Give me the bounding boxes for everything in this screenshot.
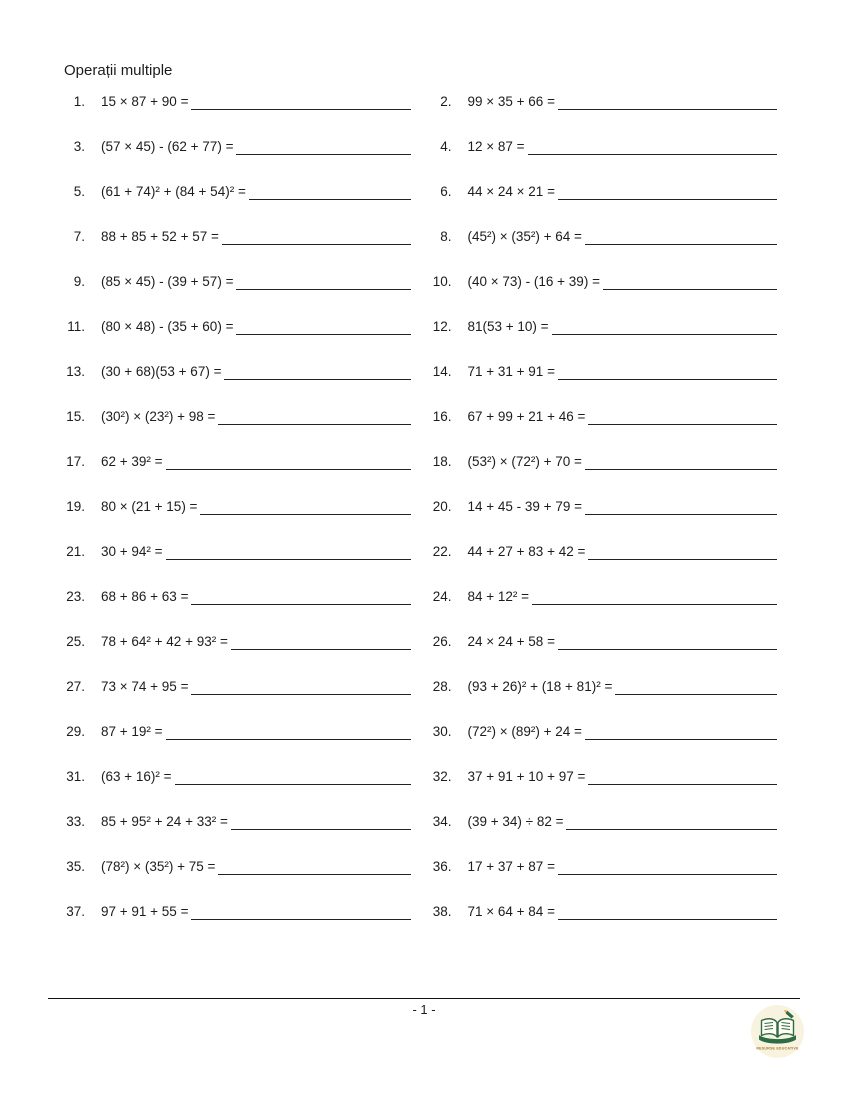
problem-expression: 44 + 27 + 83 + 42 = [467,544,586,559]
problem-number: 23. [66,589,85,604]
problem-row [425,497,778,516]
problem-number: 28. [432,679,452,694]
problem-number: 25. [66,634,85,649]
problem-row [58,857,411,876]
problem-expression: 73 × 74 + 95 = [101,679,189,694]
answer-blank-line [558,902,777,920]
problem-row [58,902,411,921]
problem-expression: 67 + 99 + 21 + 46 = [467,409,586,424]
answer-blank-line [585,227,777,245]
problems-list [58,92,777,921]
problem-number: 37. [66,904,85,919]
logo-text: RESURSE EDUCATIVE [756,1046,799,1051]
answer-blank-line [191,677,410,695]
problem-number: 16. [432,409,452,424]
problem-number: 38. [432,904,452,919]
answer-blank-line [585,722,777,740]
answer-blank-line [175,767,411,785]
problem-expression: 68 + 86 + 63 = [101,589,189,604]
problem-row [58,362,411,381]
problem-number: 4. [440,139,452,154]
problem-number: 15. [66,409,85,424]
problem-number: 19. [66,499,85,514]
problem-row [425,677,778,696]
problem-expression: 44 × 24 × 21 = [467,184,555,199]
problem-row [58,497,411,516]
problem-row [425,902,778,921]
problem-expression: (39 + 34) ÷ 82 = [467,814,564,829]
problem-number: 20. [432,499,452,514]
problem-expression: 84 + 12² = [467,589,530,604]
problem-number: 35. [66,859,85,874]
answer-blank-line [218,857,410,875]
problem-expression: (63 + 16)² = [101,769,172,784]
problem-row [425,812,778,831]
problem-number: 14. [432,364,452,379]
answer-blank-line [191,92,410,110]
answer-blank-line [588,542,777,560]
problem-expression: 71 × 64 + 84 = [467,904,555,919]
problem-number: 32. [432,769,452,784]
problem-number: 18. [432,454,452,469]
problem-number: 6. [440,184,452,199]
problem-row [425,587,778,606]
problem-row [58,587,411,606]
problem-row [58,542,411,561]
answer-blank-line [224,362,410,380]
problem-row [425,227,778,246]
problem-row [58,722,411,741]
answer-blank-line [166,452,411,470]
problem-row [425,407,778,426]
problem-expression: 99 × 35 + 66 = [467,94,555,109]
problem-row [58,812,411,831]
answer-blank-line [166,722,411,740]
answer-blank-line [200,497,410,515]
problem-expression: 62 + 39² = [101,454,163,469]
problem-row [58,767,411,786]
answer-blank-line [231,632,411,650]
answer-blank-line [191,902,410,920]
problem-row [425,632,778,651]
problem-expression: 78 + 64² + 42 + 93² = [101,634,228,649]
problem-row [58,677,411,696]
problem-number: 12. [432,319,452,334]
answer-blank-line [558,857,777,875]
answer-blank-line [166,542,411,560]
problem-row [425,362,778,381]
answer-blank-line [558,182,777,200]
problem-row [425,182,778,201]
answer-blank-line [566,812,777,830]
problem-number: 9. [73,274,85,289]
problem-number: 34. [432,814,452,829]
problem-row [58,452,411,471]
problem-number: 29. [66,724,85,739]
problem-number: 36. [432,859,452,874]
problem-expression: (57 × 45) - (62 + 77) = [101,139,234,154]
problem-number: 31. [66,769,85,784]
problem-number: 24. [432,589,452,604]
problem-expression: 15 × 87 + 90 = [101,94,189,109]
answer-blank-line [585,452,777,470]
page-number: - 1 - [412,1002,436,1017]
problem-row [58,272,411,291]
answer-blank-line [231,812,411,830]
answer-blank-line [236,137,410,155]
open-book-logo-icon [751,1005,804,1058]
problem-expression: 87 + 19² = [101,724,163,739]
problem-expression: 37 + 91 + 10 + 97 = [467,769,586,784]
problem-expression: 12 × 87 = [467,139,525,154]
problem-number: 13. [66,364,85,379]
answer-blank-line [588,767,777,785]
answer-blank-line [558,92,777,110]
problem-number: 26. [432,634,452,649]
problem-expression: 17 + 37 + 87 = [467,859,555,874]
problem-number: 2. [440,94,452,109]
problem-expression: 24 × 24 + 58 = [467,634,555,649]
page-title: Operații multiple [64,62,173,79]
answer-blank-line [249,182,411,200]
answer-blank-line [558,632,777,650]
problem-expression: (78²) × (35²) + 75 = [101,859,216,874]
problem-row [58,92,411,111]
problem-row [58,317,411,336]
problem-number: 33. [66,814,85,829]
problem-row [425,137,778,156]
problem-expression: 71 + 31 + 91 = [467,364,555,379]
problem-row [425,452,778,471]
answer-blank-line [603,272,777,290]
problem-expression: (30²) × (23²) + 98 = [101,409,216,424]
problem-number: 22. [432,544,452,559]
problem-number: 3. [73,139,85,154]
problem-row [58,182,411,201]
answer-blank-line [191,587,410,605]
problem-expression: (30 + 68)(53 + 67) = [101,364,222,379]
problem-expression: (80 × 48) - (35 + 60) = [101,319,234,334]
problem-number: 8. [440,229,452,244]
problem-expression: (53²) × (72²) + 70 = [467,454,582,469]
answer-blank-line [552,317,777,335]
answer-blank-line [222,227,411,245]
problem-row [425,272,778,291]
answer-blank-line [588,407,777,425]
answer-blank-line [585,497,777,515]
problem-row [425,92,778,111]
problem-expression: 80 × (21 + 15) = [101,499,198,514]
problem-expression: 88 + 85 + 52 + 57 = [101,229,219,244]
problem-expression: 81(53 + 10) = [467,319,549,334]
problem-number: 27. [66,679,85,694]
problem-row [58,227,411,246]
problem-expression: (72²) × (89²) + 24 = [467,724,582,739]
problem-expression: 30 + 94² = [101,544,163,559]
problem-number: 10. [432,274,452,289]
problem-row [425,317,778,336]
answer-blank-line [236,317,410,335]
answer-blank-line [532,587,777,605]
problem-number: 30. [432,724,452,739]
problem-expression: (93 + 26)² + (18 + 81)² = [467,679,613,694]
problem-number: 21. [66,544,85,559]
problem-number: 1. [73,94,85,109]
answer-blank-line [236,272,410,290]
problem-number: 7. [73,229,85,244]
problem-row [58,137,411,156]
answer-blank-line [528,137,777,155]
problem-expression: 14 + 45 - 39 + 79 = [467,499,582,514]
problem-expression: (45²) × (35²) + 64 = [467,229,582,244]
problem-expression: 97 + 91 + 55 = [101,904,189,919]
problem-number: 11. [67,319,85,334]
answer-blank-line [615,677,777,695]
problem-row [425,857,778,876]
problem-expression: (85 × 45) - (39 + 57) = [101,274,234,289]
footer-divider [48,998,800,999]
problem-expression: (61 + 74)² + (84 + 54)² = [101,184,246,199]
problem-number: 5. [73,184,85,199]
problem-row [425,722,778,741]
problem-row [425,542,778,561]
problem-row [58,407,411,426]
resurse-educative-logo [751,1005,804,1058]
answer-blank-line [558,362,777,380]
problem-expression: (40 × 73) - (16 + 39) = [467,274,600,289]
problem-number: 17. [66,454,85,469]
answer-blank-line [218,407,410,425]
problem-row [425,767,778,786]
problem-expression: 85 + 95² + 24 + 33² = [101,814,228,829]
problem-row [58,632,411,651]
